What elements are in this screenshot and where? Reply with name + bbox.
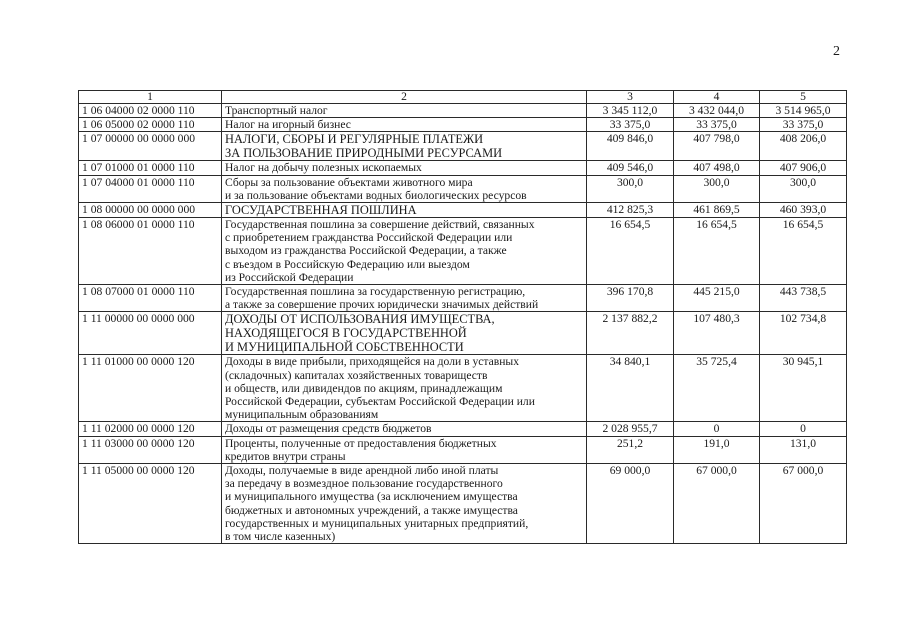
table-row xyxy=(79,464,847,544)
item-name-cell: Налог на игорный бизнес xyxy=(222,118,587,132)
value-col4-cell: 0 xyxy=(674,422,760,436)
budget-code-cell: 1 11 00000 00 0000 000 xyxy=(79,312,222,355)
value-col4-cell: 407 498,0 xyxy=(674,161,760,175)
column-header: 4 xyxy=(674,91,760,104)
budget-code-cell: 1 11 02000 00 0000 120 xyxy=(79,422,222,436)
value-col4-cell: 191,0 xyxy=(674,436,760,463)
value-col5-cell: 102 734,8 xyxy=(760,312,847,355)
budget-code-cell: 1 07 01000 01 0000 110 xyxy=(79,161,222,175)
item-name-cell: Проценты, полученные от предоставления бюджетных кредитов внутри страны xyxy=(222,436,587,463)
table-row xyxy=(79,175,847,202)
value-col3-cell: 300,0 xyxy=(587,175,674,202)
budget-code-cell: 1 08 00000 00 0000 000 xyxy=(79,203,222,218)
budget-code-cell: 1 11 03000 00 0000 120 xyxy=(79,436,222,463)
column-header: 2 xyxy=(222,91,587,104)
item-name-cell: Налог на добычу полезных ископаемых xyxy=(222,161,587,175)
value-col5-cell: 460 393,0 xyxy=(760,203,847,218)
item-name-cell: Государственная пошлина за государственную регистрацию, а также за совершение прочих юридически значимых действий xyxy=(222,285,587,312)
value-col3-cell: 412 825,3 xyxy=(587,203,674,218)
value-col4-cell: 300,0 xyxy=(674,175,760,202)
value-col5-cell: 3 514 965,0 xyxy=(760,104,847,118)
item-name-cell: НАЛОГИ, СБОРЫ И РЕГУЛЯРНЫЕ ПЛАТЕЖИ ЗА ПОЛЬЗОВАНИЕ ПРИРОДНЫМИ РЕСУРСАМИ xyxy=(222,132,587,161)
budget-code-cell: 1 07 04000 01 0000 110 xyxy=(79,175,222,202)
table-row xyxy=(79,118,847,132)
budget-code-cell: 1 07 00000 00 0000 000 xyxy=(79,132,222,161)
item-name-cell: ГОСУДАРСТВЕННАЯ ПОШЛИНА xyxy=(222,203,587,218)
table-header-row xyxy=(79,91,847,104)
value-col4-cell: 33 375,0 xyxy=(674,118,760,132)
value-col5-cell: 408 206,0 xyxy=(760,132,847,161)
value-col4-cell: 445 215,0 xyxy=(674,285,760,312)
item-name-cell: Доходы, получаемые в виде арендной либо иной платы за передачу в возмездное пользование государственного и муниципального имущества (за исключением имущества бюджетных и автономных учреждений, а также имущества государственных и муниципальных унитарных предприятий, в том числе казенных) xyxy=(222,464,587,544)
page-number: 2 xyxy=(833,44,840,59)
table-row xyxy=(79,218,847,285)
value-col5-cell: 16 654,5 xyxy=(760,218,847,285)
budget-code-cell: 1 08 07000 01 0000 110 xyxy=(79,285,222,312)
budget-code-cell: 1 06 04000 02 0000 110 xyxy=(79,104,222,118)
table-row xyxy=(79,355,847,422)
value-col3-cell: 409 546,0 xyxy=(587,161,674,175)
value-col5-cell: 131,0 xyxy=(760,436,847,463)
item-name-cell: ДОХОДЫ ОТ ИСПОЛЬЗОВАНИЯ ИМУЩЕСТВА, НАХОДЯЩЕГОСЯ В ГОСУДАРСТВЕННОЙ И МУНИЦИПАЛЬНОЙ СОБСТВЕННОСТИ xyxy=(222,312,587,355)
value-col3-cell: 2 137 882,2 xyxy=(587,312,674,355)
value-col5-cell: 33 375,0 xyxy=(760,118,847,132)
value-col4-cell: 3 432 044,0 xyxy=(674,104,760,118)
value-col4-cell: 16 654,5 xyxy=(674,218,760,285)
table-row xyxy=(79,104,847,118)
value-col4-cell: 35 725,4 xyxy=(674,355,760,422)
column-header: 5 xyxy=(760,91,847,104)
value-col3-cell: 34 840,1 xyxy=(587,355,674,422)
value-col4-cell: 407 798,0 xyxy=(674,132,760,161)
item-name-cell: Транспортный налог xyxy=(222,104,587,118)
table-row xyxy=(79,161,847,175)
table-row xyxy=(79,436,847,463)
budget-code-cell: 1 08 06000 01 0000 110 xyxy=(79,218,222,285)
value-col3-cell: 69 000,0 xyxy=(587,464,674,544)
table-row xyxy=(79,203,847,218)
table-row xyxy=(79,312,847,355)
value-col5-cell: 67 000,0 xyxy=(760,464,847,544)
value-col4-cell: 107 480,3 xyxy=(674,312,760,355)
budget-code-cell: 1 11 01000 00 0000 120 xyxy=(79,355,222,422)
item-name-cell: Сборы за пользование объектами животного мира и за пользование объектами водных биологических ресурсов xyxy=(222,175,587,202)
item-name-cell: Доходы в виде прибыли, приходящейся на доли в уставных (складочных) капиталах хозяйственных товариществ и обществ, или дивидендов по акциям, принадлежащим Российской Федерации, субъектам Российской Федерации или муниципальным образованиям xyxy=(222,355,587,422)
value-col3-cell: 3 345 112,0 xyxy=(587,104,674,118)
budget-code-cell: 1 06 05000 02 0000 110 xyxy=(79,118,222,132)
value-col3-cell: 33 375,0 xyxy=(587,118,674,132)
budget-code-cell: 1 11 05000 00 0000 120 xyxy=(79,464,222,544)
column-header: 1 xyxy=(79,91,222,104)
value-col3-cell: 251,2 xyxy=(587,436,674,463)
item-name-cell: Доходы от размещения средств бюджетов xyxy=(222,422,587,436)
value-col5-cell: 443 738,5 xyxy=(760,285,847,312)
value-col3-cell: 396 170,8 xyxy=(587,285,674,312)
value-col5-cell: 30 945,1 xyxy=(760,355,847,422)
table-row xyxy=(79,132,847,161)
item-name-cell: Государственная пошлина за совершение действий, связанных с приобретением гражданства Российской Федерации или выходом из гражданства Российской Федерации, а также с въездом в Российскую Федерацию или выездом из Российской Федерации xyxy=(222,218,587,285)
table-row xyxy=(79,285,847,312)
value-col3-cell: 2 028 955,7 xyxy=(587,422,674,436)
table-row xyxy=(79,422,847,436)
value-col5-cell: 0 xyxy=(760,422,847,436)
value-col5-cell: 407 906,0 xyxy=(760,161,847,175)
revenue-table xyxy=(78,90,847,544)
value-col4-cell: 461 869,5 xyxy=(674,203,760,218)
value-col3-cell: 409 846,0 xyxy=(587,132,674,161)
value-col5-cell: 300,0 xyxy=(760,175,847,202)
value-col3-cell: 16 654,5 xyxy=(587,218,674,285)
value-col4-cell: 67 000,0 xyxy=(674,464,760,544)
column-header: 3 xyxy=(587,91,674,104)
